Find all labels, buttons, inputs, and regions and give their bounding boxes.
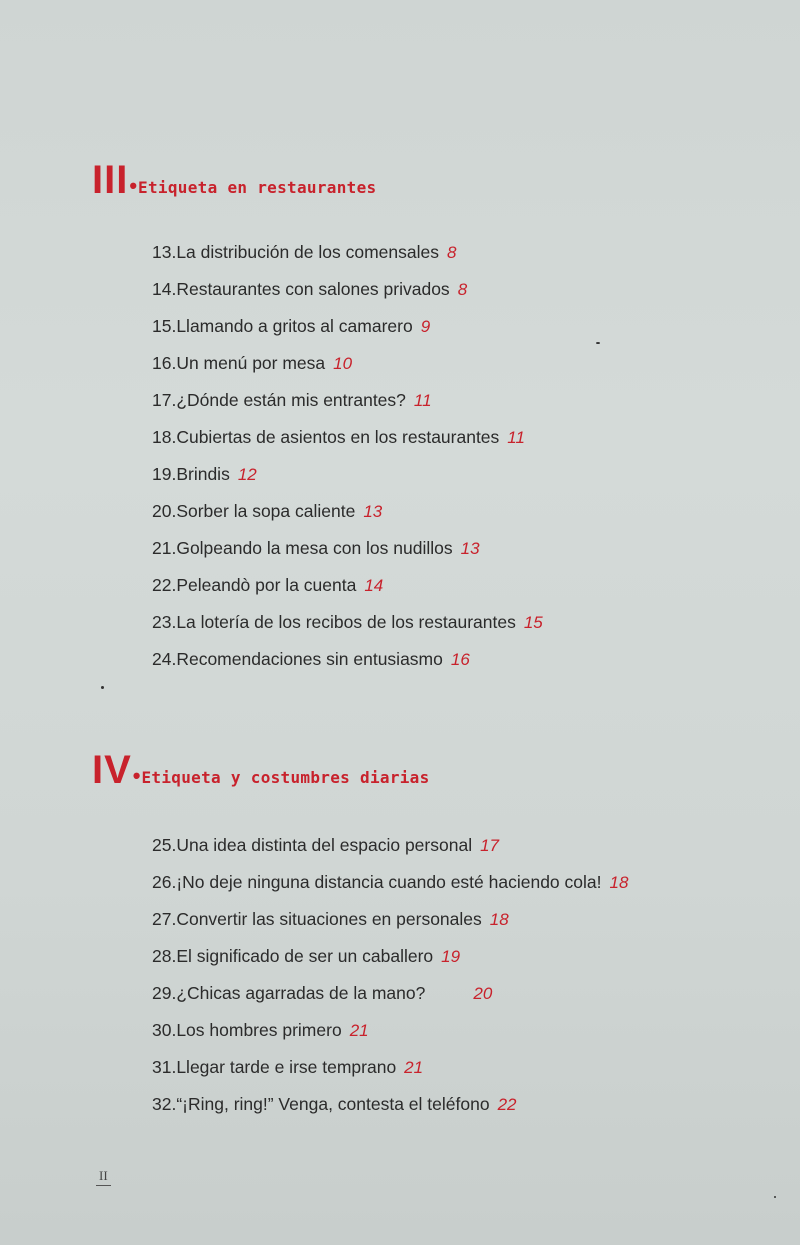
item-title: ¿Chicas agarradas de la mano? <box>176 983 426 1003</box>
item-page: 22 <box>497 1095 517 1114</box>
item-number: 29. <box>152 983 177 1003</box>
item-title: Una idea distinta del espacio personal <box>176 835 473 855</box>
item-number: 20. <box>152 501 177 521</box>
item-number: 24. <box>152 649 177 669</box>
item-title: Recomendaciones sin entusiasmo <box>176 649 443 669</box>
item-number: 14. <box>152 279 177 299</box>
item-title: Cubiertas de asientos en los restaurantes <box>176 427 500 447</box>
toc-item[interactable] <box>152 604 543 641</box>
toc-item[interactable] <box>152 530 543 567</box>
paper-speck <box>774 1196 776 1198</box>
item-title: Golpeando la mesa con los nudillos <box>176 538 453 558</box>
item-number: 23. <box>152 612 177 632</box>
item-page: 11 <box>507 428 525 447</box>
item-page: 14 <box>364 576 384 595</box>
item-number: 28. <box>152 946 177 966</box>
section-title: Etiqueta en restaurantes <box>138 178 377 197</box>
paper-speck <box>101 686 104 689</box>
item-page: 15 <box>523 613 543 632</box>
toc-item[interactable] <box>152 456 543 493</box>
item-title: ¡No deje ninguna distancia cuando esté haciendo cola! <box>176 872 602 892</box>
item-page: 8 <box>457 280 468 299</box>
toc-item[interactable] <box>152 345 543 382</box>
item-page: 21 <box>349 1021 369 1040</box>
section-heading-iv <box>92 748 430 793</box>
toc-list-iv <box>152 827 628 1123</box>
item-number: 30. <box>152 1020 177 1040</box>
toc-item[interactable] <box>152 864 628 901</box>
toc-item[interactable] <box>152 493 543 530</box>
item-page: 8 <box>446 243 457 262</box>
section-heading-iii <box>92 158 376 203</box>
item-page: 16 <box>450 650 470 669</box>
item-page: 19 <box>441 947 461 966</box>
toc-item[interactable] <box>152 901 628 938</box>
section-dot: • <box>132 763 141 788</box>
item-page: 13 <box>363 502 383 521</box>
item-title: El significado de ser un caballero <box>176 946 434 966</box>
item-page: 18 <box>489 910 509 929</box>
toc-item[interactable] <box>152 1012 628 1049</box>
toc-item[interactable] <box>152 419 543 456</box>
item-title: ¿Dónde están mis entrantes? <box>176 390 406 410</box>
item-number: 15. <box>152 316 177 336</box>
item-page: 21 <box>404 1058 424 1077</box>
item-title: Llamando a gritos al camarero <box>176 316 413 336</box>
toc-item[interactable] <box>152 641 543 678</box>
item-page: 12 <box>237 465 257 484</box>
item-number: 32. <box>152 1094 177 1114</box>
item-number: 18. <box>152 427 177 447</box>
item-page: 10 <box>333 354 353 373</box>
item-title: La lotería de los recibos de los restaurantes <box>176 612 516 632</box>
page-folio: II <box>96 1168 111 1186</box>
toc-item[interactable] <box>152 234 543 271</box>
item-number: 21. <box>152 538 177 558</box>
toc-item[interactable] <box>152 1049 628 1086</box>
paper-speck <box>596 342 600 344</box>
item-number: 25. <box>152 835 177 855</box>
item-title: La distribución de los comensales <box>176 242 439 262</box>
toc-item[interactable] <box>152 308 543 345</box>
item-number: 26. <box>152 872 177 892</box>
section-dot: • <box>129 173 138 198</box>
toc-item[interactable] <box>152 975 628 1012</box>
item-page: 17 <box>480 836 499 855</box>
toc-item[interactable] <box>152 827 628 864</box>
item-title: Un menú por mesa <box>176 353 326 373</box>
item-title: Sorber la sopa caliente <box>176 501 356 521</box>
item-title: Peleandò por la cuenta <box>176 575 357 595</box>
item-number: 22. <box>152 575 177 595</box>
item-title: Los hombres primero <box>176 1020 342 1040</box>
item-title: Llegar tarde e irse temprano <box>176 1057 397 1077</box>
section-numeral: IV <box>92 748 132 792</box>
item-number: 27. <box>152 909 177 929</box>
item-number: 16. <box>152 353 177 373</box>
item-page: 20 <box>473 984 493 1003</box>
item-title: Convertir las situaciones en personales <box>176 909 482 929</box>
toc-item[interactable] <box>152 938 628 975</box>
item-number: 17. <box>152 390 177 410</box>
item-page: 18 <box>609 873 629 892</box>
item-title: “¡Ring, ring!” Venga, contesta el teléfono <box>176 1094 490 1114</box>
item-title: Brindis <box>176 464 230 484</box>
toc-item[interactable] <box>152 382 543 419</box>
item-title: Restaurantes con salones privados <box>176 279 450 299</box>
item-page: 11 <box>413 391 432 410</box>
toc-item[interactable] <box>152 271 543 308</box>
section-title: Etiqueta y costumbres diarias <box>141 768 430 787</box>
section-numeral: III <box>92 158 129 202</box>
toc-list-iii <box>152 234 543 678</box>
item-page: 9 <box>420 317 431 336</box>
item-number: 13. <box>152 242 177 262</box>
item-page: 13 <box>460 539 480 558</box>
toc-item[interactable] <box>152 1086 628 1123</box>
toc-item[interactable] <box>152 567 543 604</box>
item-number: 19. <box>152 464 177 484</box>
item-number: 31. <box>152 1057 177 1077</box>
